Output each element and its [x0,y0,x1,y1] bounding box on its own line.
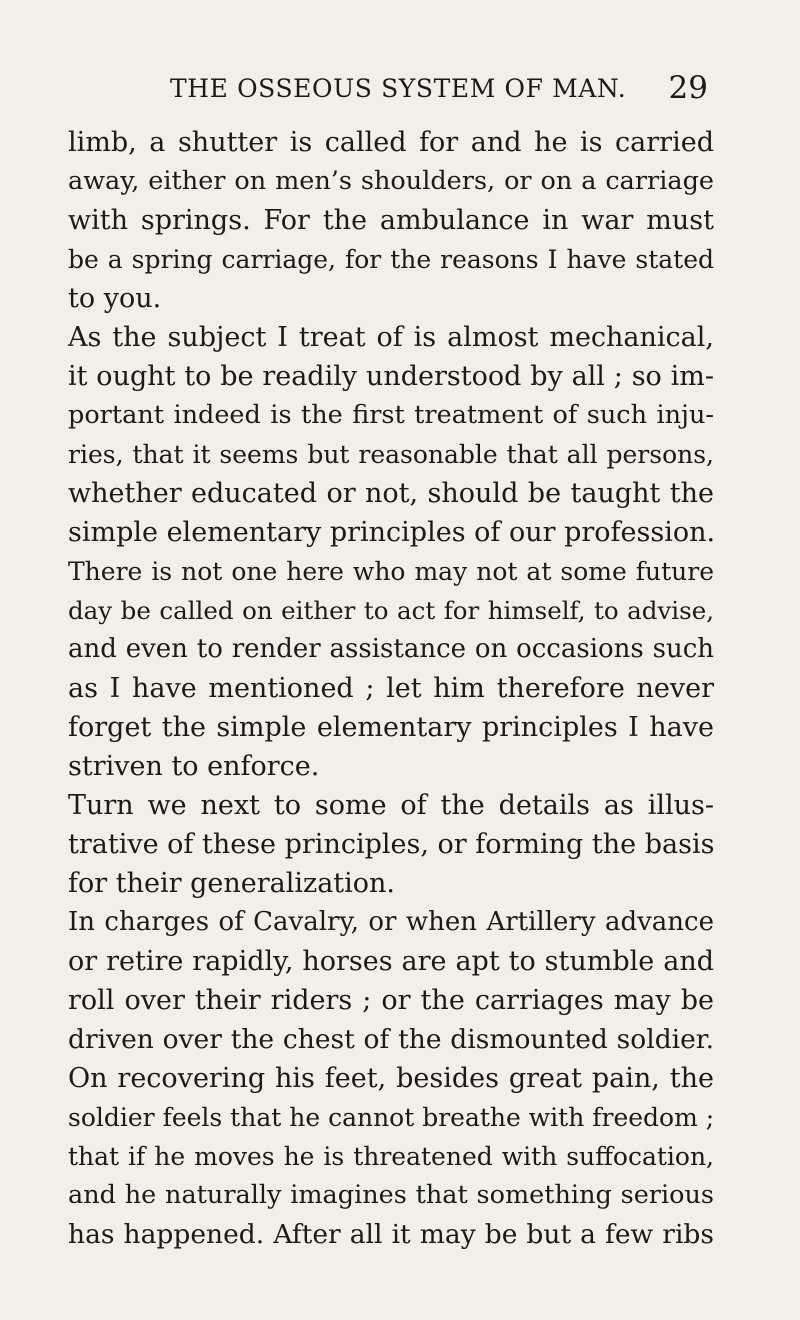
running-title: THE OSSEOUS SYSTEM OF MAN. [170,74,627,103]
text-line: with springs. For the ambulance in war must [68,205,714,236]
page-header [170,70,708,114]
text-line: to you. [68,283,162,314]
text-line: and even to render assistance on occasions such [68,634,714,664]
text-line: simple elementary principles of our profession. [68,517,716,548]
text-line: be a spring carriage, for the reasons I have stated [68,245,714,274]
body-text [68,123,714,1254]
text-line: There is not one here who may not at some future [68,557,714,586]
text-line: Turn we next to some of the details as illus- [68,790,714,821]
text-line: limb, a shutter is called for and he is carried [68,127,714,158]
text-line: it ought to be readily understood by all ; so im- [68,361,714,392]
text-line: trative of these principles, or forming the basis [68,829,715,860]
text-line: as I have mentioned ; let him therefore never [68,673,714,704]
text-line: portant indeed is the first treatment of such inju- [68,400,714,430]
text-line: driven over the chest of the dismounted soldier. [68,1024,714,1055]
text-line: As the subject I treat of is almost mechanical, [68,322,714,353]
text-line: away, either on men’s shoulders, or on a carriage [68,166,714,196]
text-line: for their generalization. [68,868,396,899]
text-line: roll over their riders ; or the carriages may be [68,985,714,1016]
page-number: 29 [668,70,708,106]
text-line: forget the simple elementary principles I have [68,712,714,743]
text-line: soldier feels that he cannot breathe with freedom ; [68,1103,715,1132]
text-line: or retire rapidly, horses are apt to stumble and [68,946,714,977]
text-line: that if he moves he is threatened with suffocation, [68,1142,714,1171]
text-line: striven to enforce. [68,751,320,782]
text-line: In charges of Cavalry, or when Artillery advance [68,907,714,937]
text-line: On recovering his feet, besides great pain, the [68,1063,714,1094]
text-line: ries, that it seems but reasonable that all persons, [68,440,714,469]
text-line: and he naturally imagines that something serious [68,1180,714,1210]
text-line: whether educated or not, should be taught the [68,478,714,509]
text-line: day be called on either to act for himself, to advise, [68,596,714,625]
text-line: has happened. After all it may be but a few ribs [68,1219,714,1250]
